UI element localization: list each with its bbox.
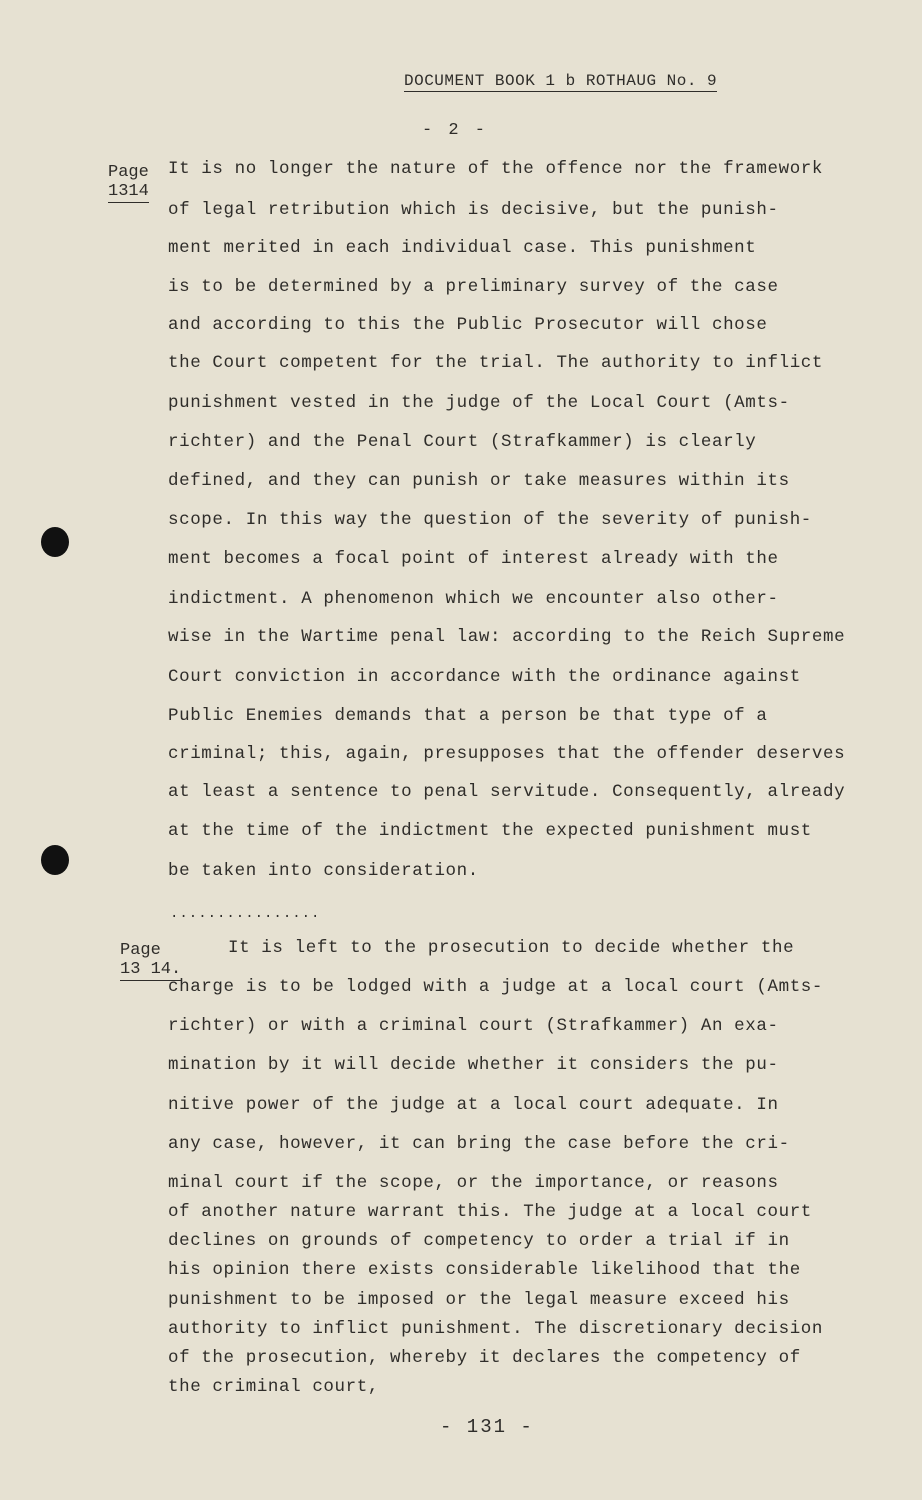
text-line: the criminal court, xyxy=(168,1377,379,1397)
text-line: authority to inflict punishment. The discretionary decision xyxy=(168,1319,824,1339)
text-line: the Court competent for the trial. The authority to inflict xyxy=(168,353,824,373)
text-line: is to be determined by a preliminary survey of the case xyxy=(168,277,779,297)
text-line: indictment. A phenomenon which we encounter also other- xyxy=(168,589,779,609)
text-line: at the time of the indictment the expected punishment must xyxy=(168,821,812,841)
margin-page-word: Page xyxy=(108,163,149,182)
text-line: of another nature warrant this. The judge at a local court xyxy=(168,1202,812,1222)
page-number-top: - 2 - xyxy=(422,121,489,140)
text-line: Public Enemies demands that a person be that type of a xyxy=(168,706,768,726)
text-line: ment becomes a focal point of interest already with the xyxy=(168,549,779,569)
margin-page-ref: 13 14. xyxy=(120,960,182,979)
page-number-bottom: - 131 - xyxy=(440,1416,534,1438)
text-line: punishment to be imposed or the legal measure exceed his xyxy=(168,1290,790,1310)
text-line: mination by it will decide whether it considers the pu- xyxy=(168,1055,779,1075)
text-line: richter) or with a criminal court (Strafkammer) An exa- xyxy=(168,1016,779,1036)
margin-page-label-2 xyxy=(120,941,181,979)
text-line: richter) and the Penal Court (Strafkammer) is clearly xyxy=(168,432,757,452)
text-line: punishment vested in the judge of the Local Court (Amts- xyxy=(168,393,790,413)
text-line: declines on grounds of competency to order a trial if in xyxy=(168,1231,790,1251)
text-line: minal court if the scope, or the importance, or reasons xyxy=(168,1173,779,1193)
margin-page-ref: 1314 xyxy=(108,182,149,201)
text-line: defined, and they can punish or take measures within its xyxy=(168,471,790,491)
text-line: of legal retribution which is decisive, but the punish- xyxy=(168,200,779,220)
punch-hole-upper xyxy=(41,527,69,557)
text-line: wise in the Wartime penal law: according to the Reich Supreme xyxy=(168,627,846,647)
text-line: It is left to the prosecution to decide whether the xyxy=(228,938,795,958)
text-line: ment merited in each individual case. This punishment xyxy=(168,238,757,258)
margin-page-word: Page xyxy=(120,941,161,960)
text-line: scope. In this way the question of the severity of punish- xyxy=(168,510,812,530)
document-reference-header: DOCUMENT BOOK 1 b ROTHAUG No. 9 xyxy=(404,72,718,90)
text-line: at least a sentence to penal servitude. Consequently, already xyxy=(168,782,846,802)
separator-dots: ................ xyxy=(170,906,321,922)
punch-hole-lower xyxy=(41,845,69,875)
text-line: his opinion there exists considerable likelihood that the xyxy=(168,1260,801,1280)
text-line: of the prosecution, whereby it declares the competency of xyxy=(168,1348,801,1368)
text-line: It is no longer the nature of the offence nor the framework xyxy=(168,159,824,179)
text-line: any case, however, it can bring the case before the cri- xyxy=(168,1134,790,1154)
margin-page-label-1 xyxy=(108,163,149,201)
text-line: criminal; this, again, presupposes that the offender deserves xyxy=(168,744,846,764)
text-line: and according to this the Public Prosecutor will chose xyxy=(168,315,768,335)
text-line: Court conviction in accordance with the ordinance against xyxy=(168,667,801,687)
text-line: be taken into consideration. xyxy=(168,861,479,881)
text-line: nitive power of the judge at a local court adequate. In xyxy=(168,1095,779,1115)
text-line: charge is to be lodged with a judge at a local court (Amts- xyxy=(168,977,824,997)
